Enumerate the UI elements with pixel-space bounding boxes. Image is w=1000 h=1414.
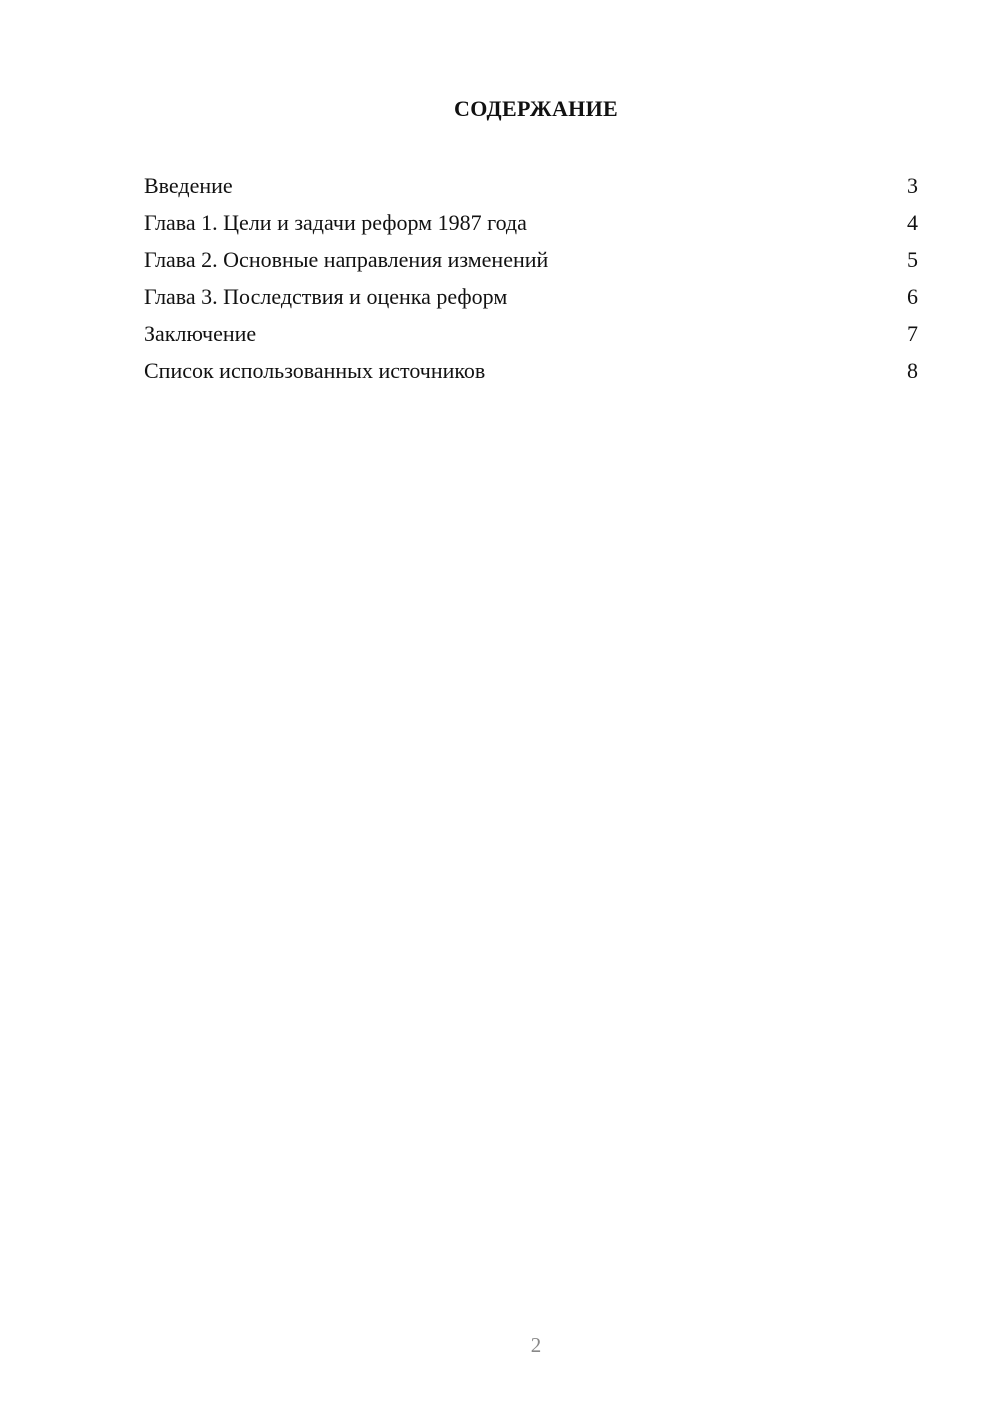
toc-entry-label: Глава 2. Основные направления изменений [144, 247, 549, 272]
toc-entry-references [144, 352, 918, 389]
toc-entry-introduction [144, 167, 918, 204]
toc-entry-label: Заключение [144, 321, 257, 346]
toc-entry-chapter-1 [144, 204, 918, 241]
toc-entry-page-number: 7 [907, 321, 918, 346]
toc-entry-label: Введение [144, 173, 233, 198]
toc-entry-page-number: 3 [907, 173, 918, 198]
table-of-contents [144, 167, 918, 389]
toc-entry-page-number: 5 [907, 247, 918, 272]
toc-entry-conclusion [144, 315, 918, 352]
toc-entry-label: Глава 3. Последствия и оценка реформ [144, 284, 508, 309]
toc-entry-page-number: 4 [907, 210, 918, 235]
toc-entry-label: Список использованных источников [144, 358, 486, 383]
toc-entry-label: Глава 1. Цели и задачи реформ 1987 года [144, 210, 527, 235]
page-title: СОДЕРЖАНИЕ [454, 96, 618, 121]
toc-entry-page-number: 8 [907, 358, 918, 383]
toc-entry-chapter-2 [144, 241, 918, 278]
footer-page-number: 2 [530, 1333, 542, 1357]
toc-entry-chapter-3 [144, 278, 918, 315]
toc-entry-page-number: 6 [907, 284, 918, 309]
